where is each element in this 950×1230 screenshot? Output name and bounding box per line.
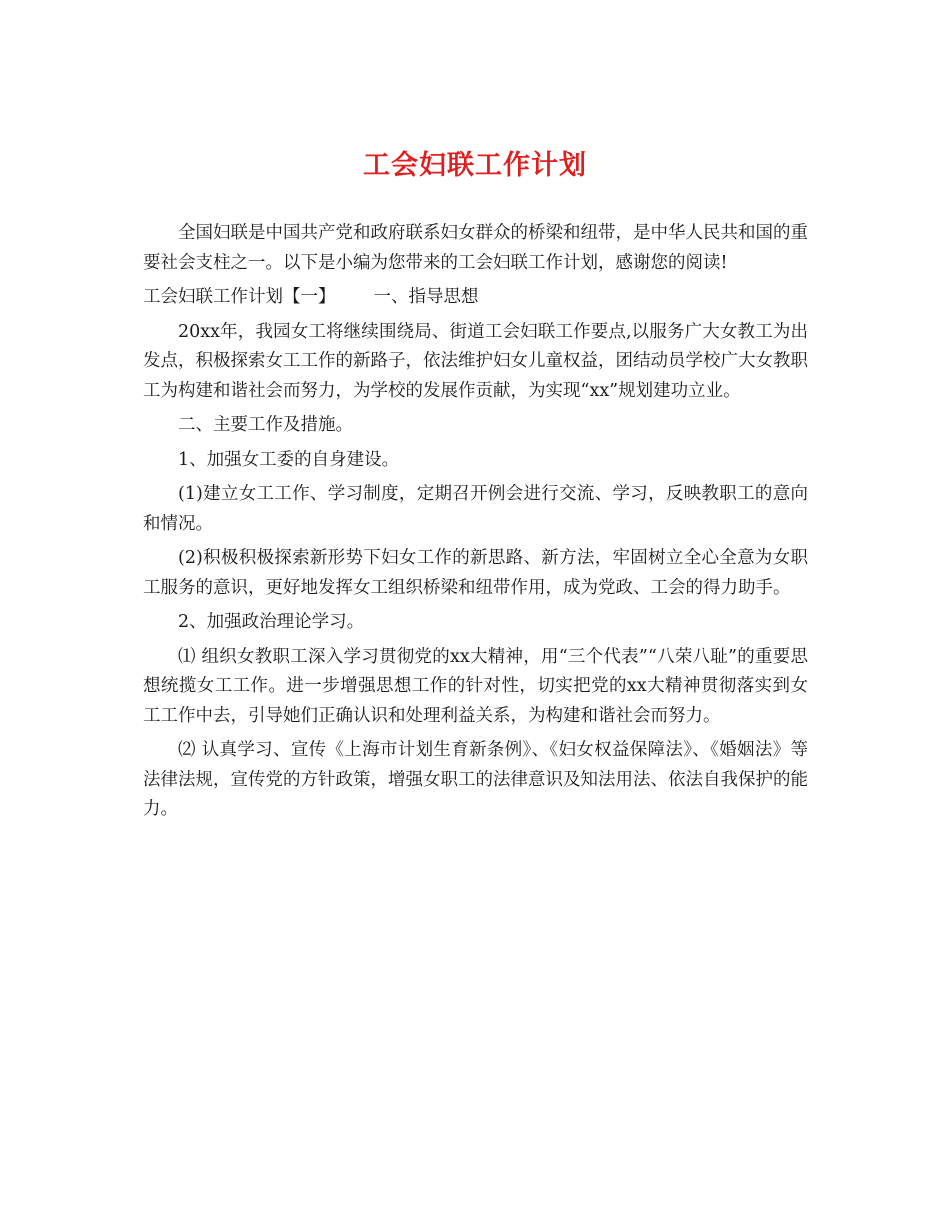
item1-paragraph-2: (2)积极积极探索新形势下妇女工作的新思路、新方法，牢固树立全心全意为女职工服务的意识，更好地发挥女工组织桥梁和纽带作用，成为党政、工会的得力助手。 <box>143 548 808 598</box>
item2-heading: 2、加强政治理论学习。 <box>178 612 365 632</box>
document-title: 工会妇联工作计划 <box>363 150 587 181</box>
section1-paragraph: 20xx年，我园女工将继续围绕局、街道工会妇联工作要点,以服务广大女教工为出发点，积极探索女工工作的新路子，依法维护妇女儿童权益，团结动员学校广大女教职工为构建和谐社会而努力，为学校的发展作贡献，为实现“xx”规划建功立业。 <box>143 321 808 401</box>
item1-heading: 1、加强女工委的自身建设。 <box>178 449 400 470</box>
document-body <box>143 219 808 830</box>
item2-paragraph-1: ⑴ 组织女教职工深入学习贯彻党的xx大精神，用“三个代表”“八荣八耻”的重要思想统揽女工工作。进一步增强思想工作的针对性，切实把党的xx大精神贯彻落实到女工工作中去，引导她们正确认识和处理利益关系，为构建和谐社会而努力。 <box>143 646 808 726</box>
intro-paragraph: 全国妇联是中国共产党和政府联系妇女群众的桥梁和纽带，是中华人民共和国的重要社会支柱之一。以下是小编为您带来的工会妇联工作计划，感谢您的阅读! <box>143 223 808 273</box>
item1-paragraph-1: (1)建立女工工作、学习制度，定期召开例会进行交流、学习，反映教职工的意向和情况。 <box>143 484 808 534</box>
section1-heading: 一、指导思想 <box>373 287 479 307</box>
item2-paragraph-2: ⑵ 认真学习、宣传《上海市计划生育新条例》、《妇女权益保障法》、《婚姻法》等法律法规，宣传党的方针政策，增强女职工的法律意识及知法用法、依法自我保护的能力。 <box>143 740 808 819</box>
section2-heading: 二、主要工作及措施。 <box>178 415 353 435</box>
plan-heading: 工会妇联工作计划【一】 <box>143 287 336 307</box>
plan-heading-line <box>143 283 808 313</box>
